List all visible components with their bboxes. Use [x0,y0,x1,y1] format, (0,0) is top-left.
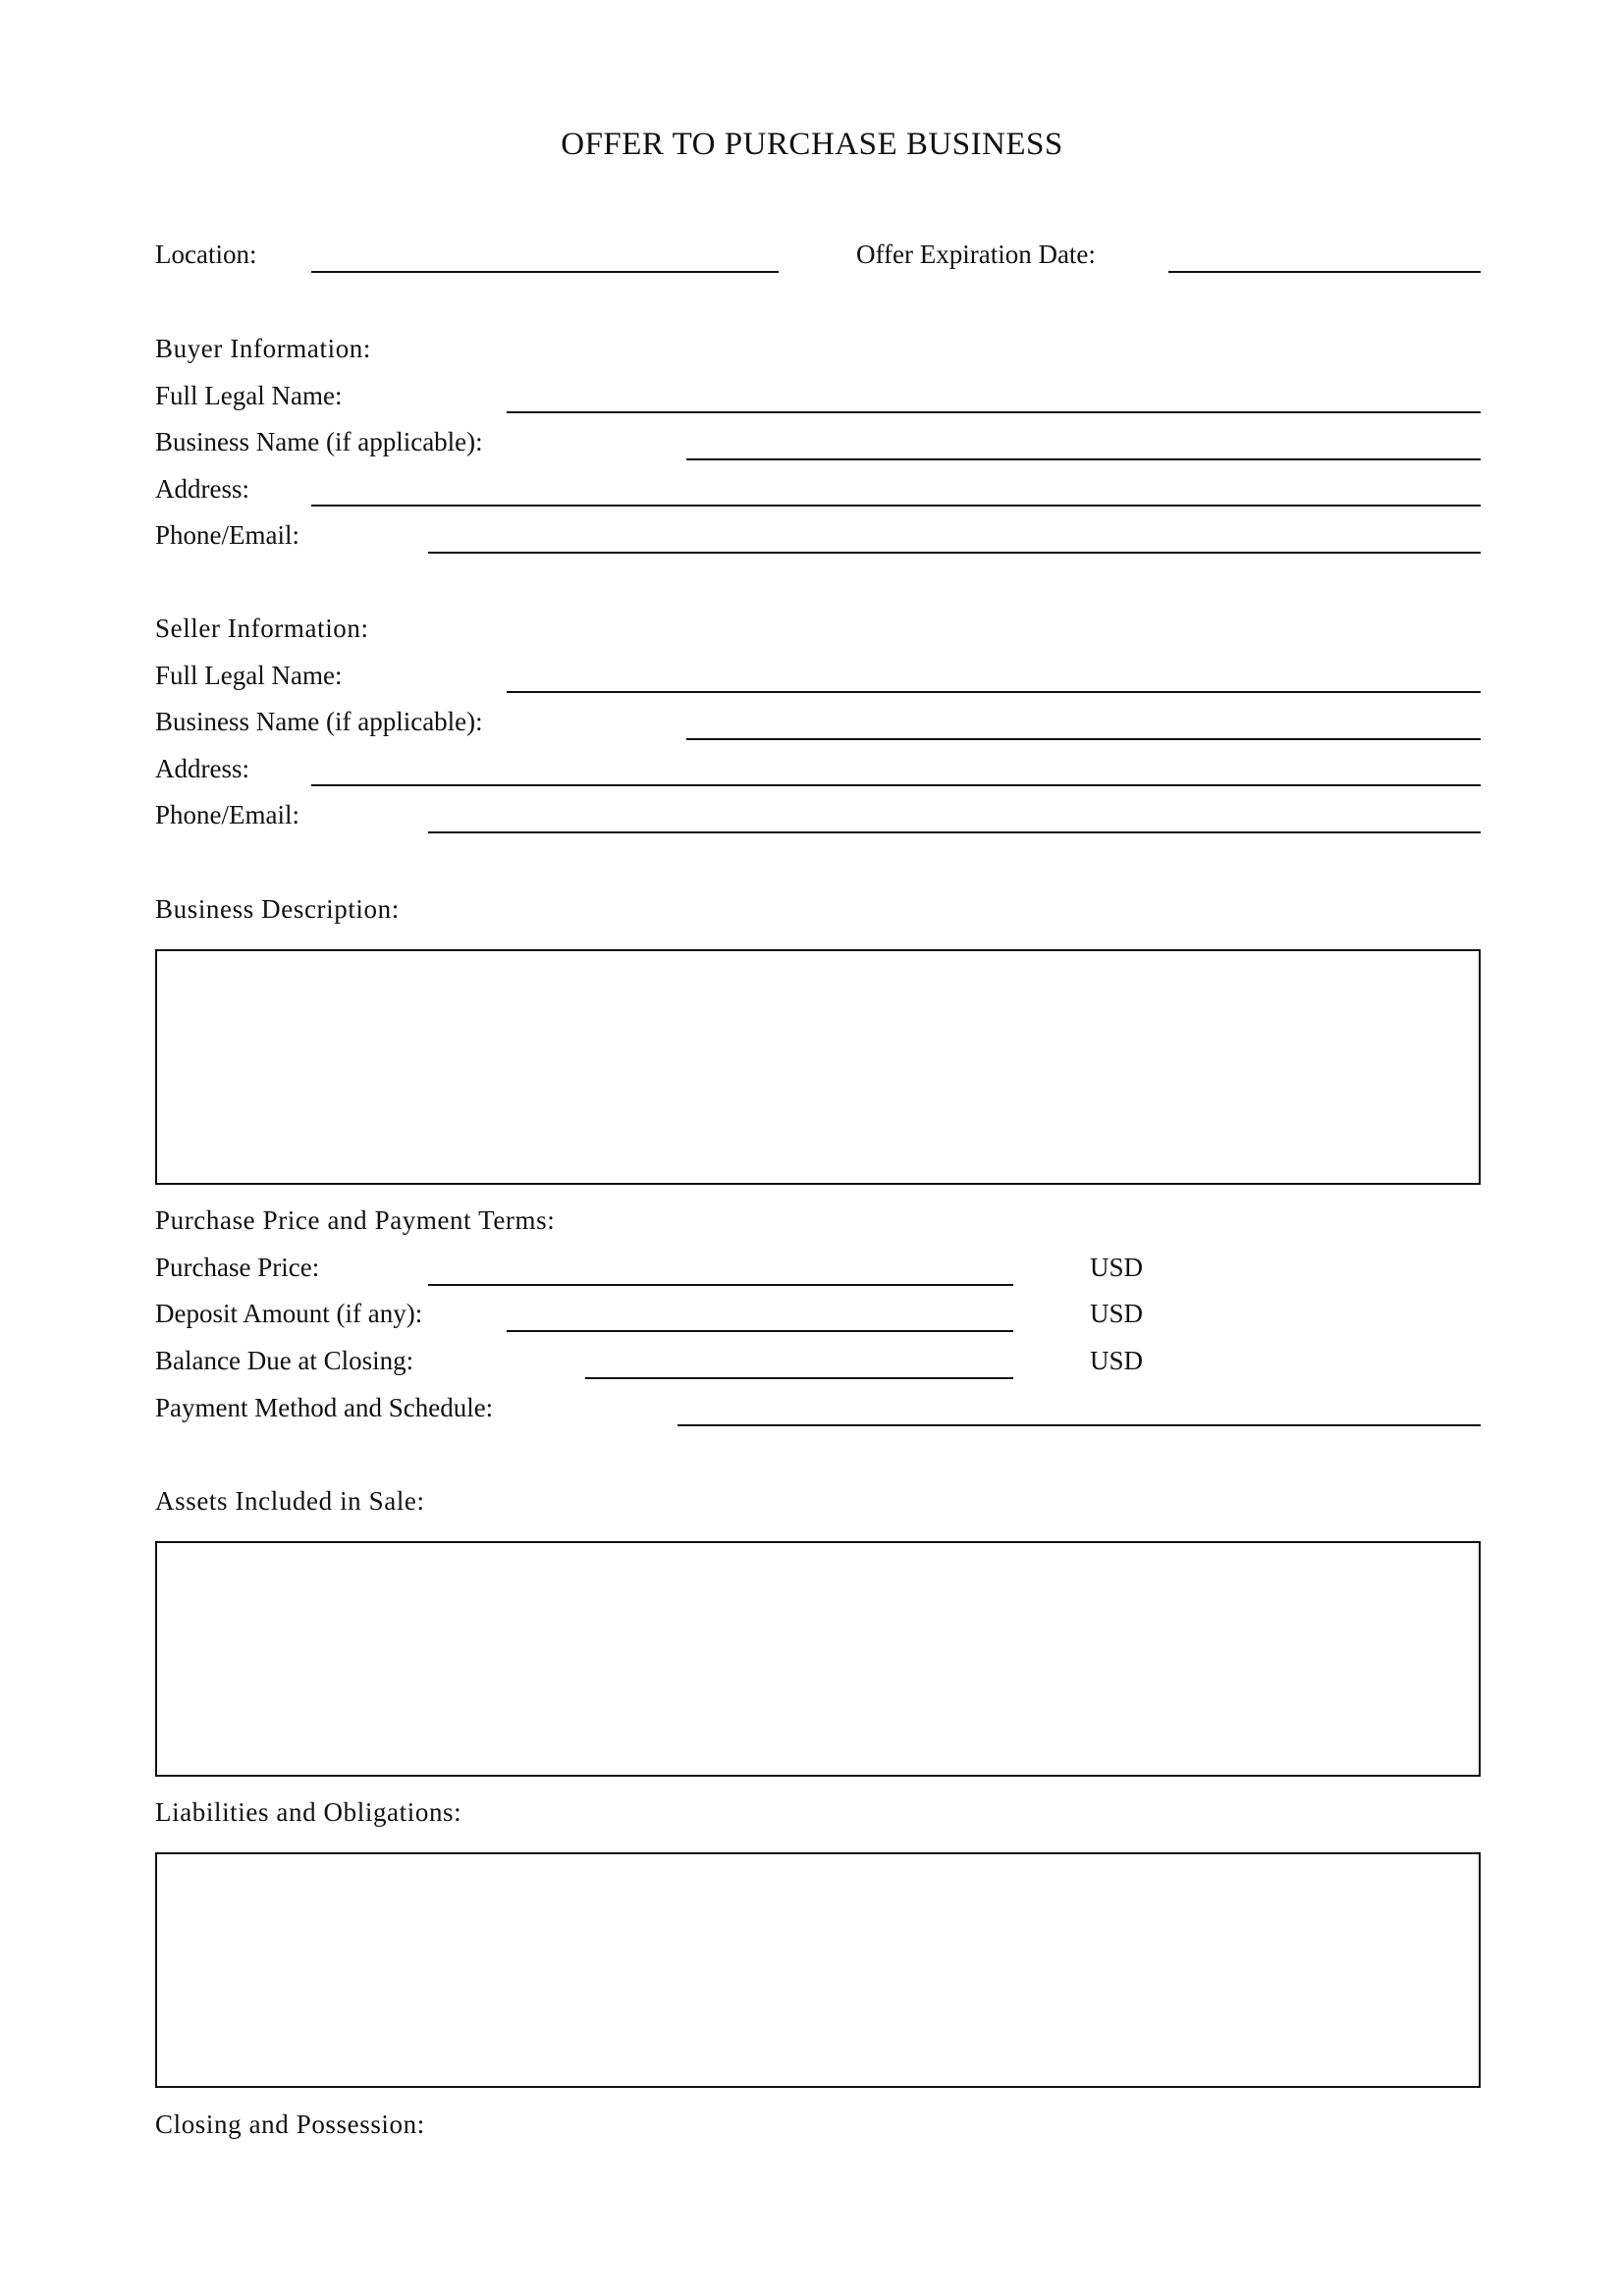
seller-contact-field[interactable] [428,831,1481,833]
seller-address-label: Address: [155,754,249,783]
payment-method-field[interactable] [677,1424,1481,1426]
location-field[interactable] [311,271,779,273]
assets-box[interactable] [155,1541,1481,1777]
seller-contact-label: Phone/Email: [155,800,299,829]
payment-method-label: Payment Method and Schedule: [155,1393,494,1422]
deposit-amount-field[interactable] [507,1330,1013,1332]
offer-expiration-label: Offer Expiration Date: [856,240,1096,269]
deposit-amount-currency: USD [1090,1299,1144,1328]
buyer-full-name-field[interactable] [507,411,1481,413]
buyer-business-name-field[interactable] [686,458,1481,460]
document-title: OFFER TO PURCHASE BUSINESS [561,127,1063,162]
seller-information-heading: Seller Information: [155,614,369,643]
seller-business-name-field[interactable] [686,738,1481,740]
buyer-contact-field[interactable] [428,552,1481,554]
purchase-price-label: Purchase Price: [155,1253,320,1282]
seller-full-name-field[interactable] [507,691,1481,693]
buyer-information-heading: Buyer Information: [155,334,371,363]
buyer-address-label: Address: [155,474,249,504]
purchase-price-currency: USD [1090,1253,1144,1282]
location-label: Location: [155,240,257,269]
buyer-full-name-label: Full Legal Name: [155,381,343,410]
balance-due-currency: USD [1090,1346,1144,1375]
assets-heading: Assets Included in Sale: [155,1486,425,1516]
closing-heading: Closing and Possession: [155,2109,425,2139]
buyer-contact-label: Phone/Email: [155,520,299,550]
buyer-business-name-label: Business Name (if applicable): [155,427,483,456]
buyer-address-field[interactable] [311,505,1481,507]
purchase-terms-heading: Purchase Price and Payment Terms: [155,1205,556,1235]
liabilities-heading: Liabilities and Obligations: [155,1797,462,1827]
balance-due-label: Balance Due at Closing: [155,1346,414,1375]
seller-business-name-label: Business Name (if applicable): [155,707,483,736]
seller-address-field[interactable] [311,784,1481,786]
seller-full-name-label: Full Legal Name: [155,661,343,690]
offer-expiration-field[interactable] [1168,271,1481,273]
liabilities-box[interactable] [155,1852,1481,2088]
purchase-price-field[interactable] [428,1284,1013,1286]
balance-due-field[interactable] [585,1377,1013,1379]
business-description-heading: Business Description: [155,894,400,924]
deposit-amount-label: Deposit Amount (if any): [155,1299,423,1328]
business-description-box[interactable] [155,949,1481,1185]
